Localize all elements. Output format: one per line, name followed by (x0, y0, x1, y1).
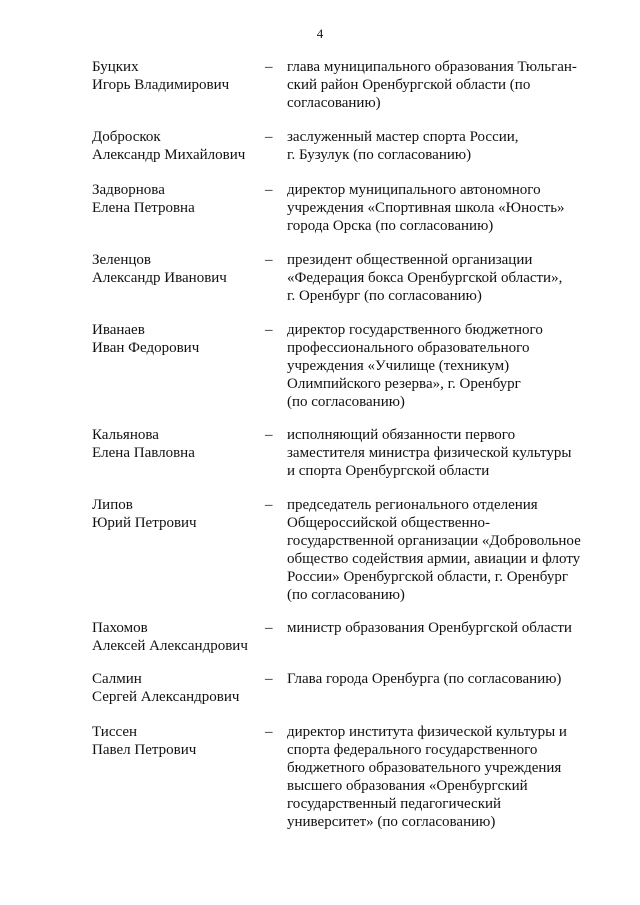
person-name (92, 251, 262, 287)
role-line: президент общественной организации (287, 252, 533, 268)
given-names: Алексей Александрович (92, 638, 248, 654)
separator-dash: – (265, 427, 273, 443)
role-line: (по согласованию) (287, 587, 405, 603)
person-role (287, 181, 587, 235)
given-names: Александр Михайлович (92, 147, 246, 163)
given-names: Елена Петровна (92, 200, 195, 216)
person-name (92, 321, 262, 357)
role-line: г. Оренбург (по согласованию) (287, 288, 482, 304)
role-line: Глава города Оренбурга (по согласованию) (287, 671, 562, 687)
role-line: ский район Оренбургской области (по (287, 77, 531, 93)
separator-dash: – (265, 671, 273, 687)
role-line: России» Оренбургской области, г. Оренбург (287, 569, 568, 585)
separator-dash: – (265, 182, 273, 198)
role-line: государственной организации «Добровольное (287, 533, 581, 549)
separator-dash: – (265, 322, 273, 338)
role-line: директор государственного бюджетного (287, 322, 543, 338)
role-line: исполняющий обязанности первого (287, 427, 516, 443)
person-role (287, 619, 587, 637)
role-line: Олимпийского резерва», г. Оренбург (287, 376, 521, 392)
person-role (287, 496, 587, 604)
surname: Салмин (92, 671, 142, 687)
surname: Доброскок (92, 129, 161, 145)
person-name (92, 619, 262, 655)
surname: Пахомов (92, 620, 148, 636)
given-names: Павел Петрович (92, 742, 197, 758)
role-line: заместителя министра физической культуры (287, 445, 572, 461)
role-line: Общероссийской общественно- (287, 515, 491, 531)
role-line: университет» (по согласованию) (287, 814, 496, 830)
role-line: директор института физической культуры и (287, 724, 567, 740)
role-line: и спорта Оренбургской области (287, 463, 490, 479)
role-line: глава муниципального образования Тюльган- (287, 59, 577, 75)
given-names: Игорь Владимирович (92, 77, 230, 93)
given-names: Сергей Александрович (92, 689, 240, 705)
role-line: общество содействия армии, авиации и флоту (287, 551, 581, 567)
given-names: Александр Иванович (92, 270, 227, 286)
given-names: Елена Павловна (92, 445, 195, 461)
page-number: 4 (316, 26, 324, 41)
person-name (92, 181, 262, 217)
role-line: спорта федерального государственного (287, 742, 538, 758)
separator-dash: – (265, 59, 273, 75)
person-role (287, 670, 587, 688)
person-name (92, 496, 262, 532)
given-names: Иван Федорович (92, 340, 200, 356)
role-line: (по согласованию) (287, 394, 405, 410)
role-line: директор муниципального автономного (287, 182, 541, 198)
person-name (92, 426, 262, 462)
role-line: г. Бузулук (по согласованию) (287, 147, 472, 163)
surname: Тиссен (92, 724, 137, 740)
role-line: высшего образования «Оренбургский (287, 778, 528, 794)
role-line: города Орска (по согласованию) (287, 218, 494, 234)
separator-dash: – (265, 129, 273, 145)
separator-dash: – (265, 252, 273, 268)
separator-dash: – (265, 497, 273, 513)
role-line: учреждения «Спортивная школа «Юность» (287, 200, 565, 216)
person-name (92, 58, 262, 94)
surname: Зеленцов (92, 252, 151, 268)
role-line: «Федерация бокса Оренбургской области», (287, 270, 563, 286)
separator-dash: – (265, 724, 273, 740)
surname: Задворнова (92, 182, 165, 198)
surname: Иванаев (92, 322, 145, 338)
role-line: заслуженный мастер спорта России, (287, 129, 519, 145)
role-line: бюджетного образовательного учреждения (287, 760, 562, 776)
role-line: председатель регионального отделения (287, 497, 538, 513)
person-role (287, 723, 587, 831)
role-line: согласованию) (287, 95, 381, 111)
role-line: государственный педагогический (287, 796, 502, 812)
person-name (92, 670, 262, 706)
person-role (287, 58, 587, 112)
person-role (287, 128, 587, 164)
given-names: Юрий Петрович (92, 515, 197, 531)
surname: Буцких (92, 59, 139, 75)
surname: Липов (92, 497, 133, 513)
person-name (92, 723, 262, 759)
role-line: профессионального образовательного (287, 340, 530, 356)
role-line: учреждения «Училище (техникум) (287, 358, 510, 374)
role-line: министр образования Оренбургской области (287, 620, 572, 636)
surname: Кальянова (92, 427, 159, 443)
person-name (92, 128, 262, 164)
separator-dash: – (265, 620, 273, 636)
person-role (287, 426, 587, 480)
person-role (287, 321, 587, 411)
person-role (287, 251, 587, 305)
